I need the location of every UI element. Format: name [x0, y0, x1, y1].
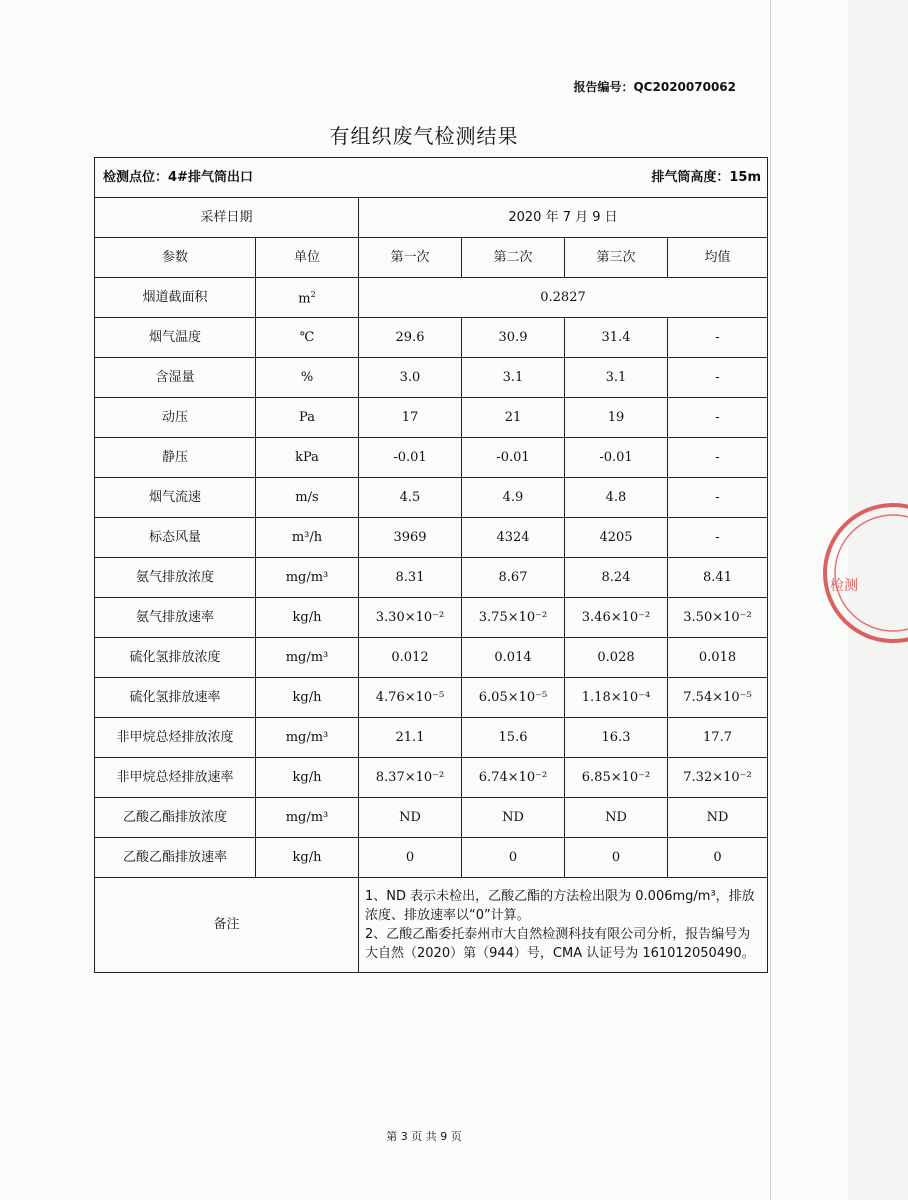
- value-avg: -: [668, 358, 768, 398]
- value-run2: 21: [462, 398, 565, 438]
- table-row: [95, 358, 768, 398]
- param-cell: 非甲烷总烃排放浓度: [95, 718, 256, 758]
- results-table: [94, 157, 768, 973]
- page-footer: 第 3 页 共 9 页: [386, 1130, 462, 1143]
- value-run1: 8.37×10⁻²: [359, 758, 462, 798]
- value-run1: 29.6: [359, 318, 462, 358]
- table-row: [95, 478, 768, 518]
- column-header: 参数: [95, 238, 256, 278]
- table-row: [95, 758, 768, 798]
- param-cell: 标态风量: [95, 518, 256, 558]
- column-header-row: [95, 238, 768, 278]
- value-avg: ND: [668, 798, 768, 838]
- param-cell: 氨气排放速率: [95, 598, 256, 638]
- table-info-row: [95, 158, 768, 198]
- detection-point: 检测点位：4#排气筒出口: [95, 158, 462, 198]
- value-avg: 0.018: [668, 638, 768, 678]
- param-cell: 硫化氢排放速率: [95, 678, 256, 718]
- table-row: [95, 718, 768, 758]
- value-avg: 3.50×10⁻²: [668, 598, 768, 638]
- param-cell: 动压: [95, 398, 256, 438]
- param-cell: 含湿量: [95, 358, 256, 398]
- value-run2: -0.01: [462, 438, 565, 478]
- param-cell: 氨气排放浓度: [95, 558, 256, 598]
- param-cell: 烟气流速: [95, 478, 256, 518]
- value-run3: 0.028: [565, 638, 668, 678]
- value-run3: 4.8: [565, 478, 668, 518]
- param-cell: 烟道截面积: [95, 278, 256, 318]
- value-run3: 4205: [565, 518, 668, 558]
- param-cell: 乙酸乙酯排放速率: [95, 838, 256, 878]
- value-run1: 4.5: [359, 478, 462, 518]
- value-run2: 0.014: [462, 638, 565, 678]
- value-avg: 7.54×10⁻⁵: [668, 678, 768, 718]
- page-title: 有组织废气检测结果: [329, 124, 519, 148]
- value-run1: 0.012: [359, 638, 462, 678]
- value-run3: 8.24: [565, 558, 668, 598]
- stack-height: 排气筒高度：15m: [462, 158, 768, 198]
- value-run2: 30.9: [462, 318, 565, 358]
- cross-section-value: 0.2827: [359, 278, 768, 318]
- unit-cell: kPa: [256, 438, 359, 478]
- value-avg: -: [668, 318, 768, 358]
- value-run3: 0: [565, 838, 668, 878]
- table-row: [95, 838, 768, 878]
- column-header: 第二次: [462, 238, 565, 278]
- sampling-date-row: [95, 198, 768, 238]
- column-header: 第三次: [565, 238, 668, 278]
- unit-cell: m/s: [256, 478, 359, 518]
- sampling-date-label: 采样日期: [95, 198, 359, 238]
- official-seal: [818, 498, 908, 648]
- column-header: 单位: [256, 238, 359, 278]
- value-run1: 17: [359, 398, 462, 438]
- table-row: [95, 438, 768, 478]
- unit-cell: mg/m³: [256, 798, 359, 838]
- svg-text:检测: 检测: [830, 578, 858, 594]
- unit-cell: [256, 278, 359, 318]
- unit-cell: mg/m³: [256, 638, 359, 678]
- remarks-content: [359, 878, 768, 973]
- value-run1: 3.30×10⁻²: [359, 598, 462, 638]
- unit-cell: mg/m³: [256, 718, 359, 758]
- value-avg: -: [668, 518, 768, 558]
- unit-cell: ℃: [256, 318, 359, 358]
- value-run2: 4.9: [462, 478, 565, 518]
- table-row: [95, 518, 768, 558]
- param-cell: 烟气温度: [95, 318, 256, 358]
- unit-cell: %: [256, 358, 359, 398]
- value-run2: 0: [462, 838, 565, 878]
- value-run3: ND: [565, 798, 668, 838]
- value-run3: 3.1: [565, 358, 668, 398]
- value-run1: 3969: [359, 518, 462, 558]
- remarks-row: [95, 878, 768, 973]
- table-row: [95, 558, 768, 598]
- value-run2: 6.74×10⁻²: [462, 758, 565, 798]
- value-run2: 3.1: [462, 358, 565, 398]
- unit-base: m: [298, 291, 311, 307]
- table-row: [95, 798, 768, 838]
- value-run2: ND: [462, 798, 565, 838]
- unit-cell: m³/h: [256, 518, 359, 558]
- unit-cell: kg/h: [256, 758, 359, 798]
- value-run3: 1.18×10⁻⁴: [565, 678, 668, 718]
- unit-cell: mg/m³: [256, 558, 359, 598]
- table-row: [95, 318, 768, 358]
- value-run1: -0.01: [359, 438, 462, 478]
- value-run2: 8.67: [462, 558, 565, 598]
- table-row: [95, 678, 768, 718]
- value-run1: 8.31: [359, 558, 462, 598]
- unit-cell: kg/h: [256, 838, 359, 878]
- remark-line-1: 1、ND 表示未检出，乙酸乙酯的方法检出限为 0.006mg/m³，排放浓度、排放速率以“0”计算。: [365, 889, 755, 923]
- value-run1: ND: [359, 798, 462, 838]
- table-row: [95, 398, 768, 438]
- param-cell: 硫化氢排放浓度: [95, 638, 256, 678]
- value-run2: 3.75×10⁻²: [462, 598, 565, 638]
- value-avg: 17.7: [668, 718, 768, 758]
- table-row: [95, 598, 768, 638]
- value-avg: 7.32×10⁻²: [668, 758, 768, 798]
- value-run3: 19: [565, 398, 668, 438]
- page-fold-line: [770, 0, 771, 1200]
- value-run3: 16.3: [565, 718, 668, 758]
- cross-section-row: [95, 278, 768, 318]
- value-run1: 21.1: [359, 718, 462, 758]
- value-run3: 6.85×10⁻²: [565, 758, 668, 798]
- remark-line-2: 2、乙酸乙酯委托泰州市大自然检测科技有限公司分析，报告编号为大自然（2020）第（944）号，CMA 认证号为 161012050490。: [365, 927, 755, 961]
- column-header: 均值: [668, 238, 768, 278]
- value-run2: 4324: [462, 518, 565, 558]
- remarks-label: 备注: [95, 878, 359, 973]
- param-cell: 静压: [95, 438, 256, 478]
- value-run2: 6.05×10⁻⁵: [462, 678, 565, 718]
- value-run2: 15.6: [462, 718, 565, 758]
- value-run3: 3.46×10⁻²: [565, 598, 668, 638]
- value-run3: -0.01: [565, 438, 668, 478]
- value-run1: 4.76×10⁻⁵: [359, 678, 462, 718]
- column-header: 第一次: [359, 238, 462, 278]
- unit-cell: Pa: [256, 398, 359, 438]
- table-row: [95, 638, 768, 678]
- sampling-date-value: 2020 年 7 月 9 日: [359, 198, 768, 238]
- param-cell: 乙酸乙酯排放浓度: [95, 798, 256, 838]
- value-run1: 3.0: [359, 358, 462, 398]
- value-run3: 31.4: [565, 318, 668, 358]
- report-number: 报告编号：QC2020070062: [573, 80, 736, 94]
- unit-sup: 2: [310, 290, 316, 300]
- value-avg: 8.41: [668, 558, 768, 598]
- value-avg: -: [668, 398, 768, 438]
- unit-cell: kg/h: [256, 598, 359, 638]
- value-run1: 0: [359, 838, 462, 878]
- value-avg: -: [668, 478, 768, 518]
- unit-cell: kg/h: [256, 678, 359, 718]
- value-avg: -: [668, 438, 768, 478]
- param-cell: 非甲烷总烃排放速率: [95, 758, 256, 798]
- value-avg: 0: [668, 838, 768, 878]
